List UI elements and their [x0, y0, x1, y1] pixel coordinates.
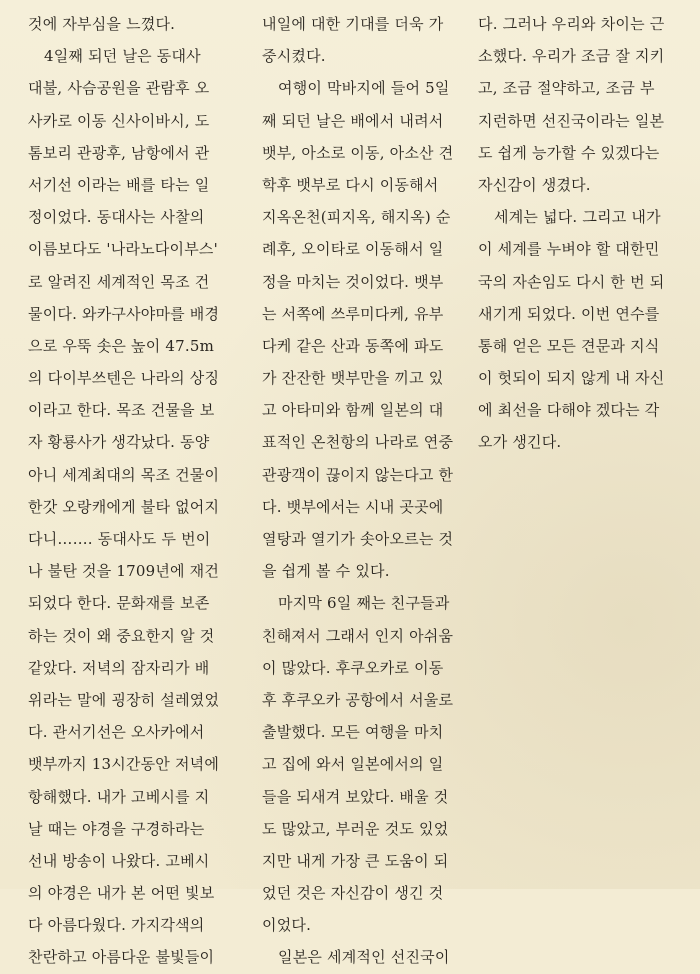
- text-line: 이었다.: [262, 916, 312, 935]
- text-line: 위라는 말에 굉장히 설레였었: [28, 690, 220, 709]
- text-line: 오가 생긴다.: [478, 433, 562, 452]
- text-line: 세계는 넓다. 그리고 내가: [494, 208, 661, 227]
- text-line: 었던 것은 자신감이 생긴 것: [262, 884, 444, 903]
- text-line: 을 쉽게 볼 수 있다.: [262, 562, 390, 581]
- text-line: 하는 것이 왜 중요한지 알 것: [28, 626, 215, 645]
- text-line: 학후 뱃부로 다시 이동해서: [262, 175, 439, 194]
- text-line: 되었다 한다. 문화재를 보존: [28, 594, 210, 613]
- text-line: 통해 얻은 모든 견문과 지식: [478, 336, 660, 355]
- text-line: 도 쉽게 능가할 수 있겠다는: [478, 143, 660, 162]
- text-line: 례후, 오이타로 이동해서 일: [262, 240, 444, 259]
- text-column-1: [28, 8, 242, 974]
- text-line: 나 불탄 것을 1709년에 재건: [28, 562, 220, 581]
- text-line: 찬란하고 아름다운 불빛들이: [28, 948, 215, 967]
- text-line: 자신감이 생겼다.: [478, 175, 591, 194]
- text-line: 다. 뱃부에서는 시내 곳곳에: [262, 497, 444, 516]
- text-line: 로 알려진 세계적인 목조 건: [28, 272, 210, 291]
- text-line: 이름보다도 '나라노다이부스': [28, 240, 218, 259]
- text-line: 한갓 오랑캐에게 불타 없어지: [28, 497, 220, 516]
- text-line: 가 잔잔한 뱃부만을 끼고 있: [262, 369, 444, 388]
- text-line: 4일째 되던 날은 동대사: [44, 47, 201, 66]
- text-line: 국의 자손임도 다시 한 번 되: [478, 272, 665, 291]
- text-line: 대불, 사슴공원을 관람후 오: [28, 79, 210, 98]
- text-line: 항해했다. 내가 고베시를 지: [28, 787, 210, 806]
- text-line: 관광객이 끊이지 않는다고 한: [262, 465, 454, 484]
- text-line: 지런하면 선진국이라는 일본: [478, 111, 665, 130]
- text-line: 다. 관서기선은 오사카에서: [28, 723, 205, 742]
- text-line: 아니 세계최대의 목조 건물이: [28, 465, 220, 484]
- text-line: 의 다이부쓰텐은 나라의 상징: [28, 369, 220, 388]
- text-line: 고, 조금 절약하고, 조금 부: [478, 79, 655, 98]
- text-line: 선내 방송이 나왔다. 고베시: [28, 851, 210, 870]
- text-line: 뱃부까지 13시간동안 저녁에: [28, 755, 220, 774]
- text-line: 내일에 대한 기대를 더욱 가: [262, 15, 444, 33]
- text-line: 마지막 6일 째는 친구들과: [278, 594, 450, 613]
- text-line: 이 많았다. 후쿠오카로 이동: [262, 658, 444, 677]
- text-line: 친해져서 그래서 인지 아쉬움: [262, 626, 454, 645]
- text-line: 출발했다. 모든 여행을 마치: [262, 723, 444, 742]
- text-line: 새기게 되었다. 이번 연수를: [478, 304, 660, 323]
- text-line: 사카로 이동 신사이바시, 도: [28, 111, 210, 130]
- text-line: 열탕과 열기가 솟아오르는 것: [262, 530, 454, 548]
- text-line: 정이었다. 동대사는 사찰의: [28, 208, 205, 227]
- text-line: 는 서쪽에 쓰루미다케, 유부: [262, 304, 444, 323]
- text-line: 이 헛되이 되지 않게 내 자신: [478, 369, 665, 388]
- text-line: 중시켰다.: [262, 47, 326, 66]
- text-line: 도 많았고, 부러운 것도 있었: [262, 819, 449, 838]
- text-line: 여행이 막바지에 들어 5일: [278, 79, 450, 98]
- text-line: 들을 되새겨 보았다. 배울 것: [262, 787, 449, 806]
- text-line: 다 아름다웠다. 가지각색의: [28, 916, 205, 935]
- text-line: 같았다. 저녁의 잠자리가 배: [28, 658, 210, 677]
- text-line: 표적인 온천항의 나라로 연중: [262, 433, 454, 452]
- text-line: 다니……. 동대사도 두 번이: [28, 530, 211, 548]
- text-line: 정을 마치는 것이었다. 뱃부: [262, 272, 444, 291]
- text-line: 다케 같은 산과 동쪽에 파도: [262, 336, 444, 355]
- text-line: 소했다. 우리가 조금 잘 지키: [478, 47, 665, 66]
- text-line: 물이다. 와카구사야마를 배경: [28, 304, 220, 323]
- text-line: 지만 내게 가장 큰 도움이 되: [262, 851, 449, 870]
- text-line: 에 최선을 다해야 겠다는 각: [478, 401, 660, 420]
- text-column-3: [478, 8, 692, 459]
- text-line: 서기선 이라는 배를 타는 일: [28, 175, 210, 194]
- text-line: 일본은 세계적인 선진국이: [278, 948, 450, 967]
- text-line: 째 되던 날은 배에서 내려서: [262, 111, 444, 130]
- text-line: 이라고 한다. 목조 건물을 보: [28, 401, 215, 420]
- text-line: 뱃부, 아소로 이동, 아소산 견: [262, 143, 454, 162]
- text-line: 이 세계를 누벼야 할 대한민: [478, 240, 660, 259]
- text-line: 고 아타미와 함께 일본의 대: [262, 401, 444, 420]
- text-line: 으로 우뚝 솟은 높이 47.5m: [28, 336, 215, 355]
- text-line: 톰보리 관광후, 남항에서 관: [28, 143, 210, 162]
- text-column-2: [262, 8, 476, 974]
- text-line: 후 후쿠오카 공항에서 서울로: [262, 690, 454, 709]
- text-line: 의 야경은 내가 본 어떤 빛보: [28, 884, 215, 903]
- text-line: 지옥온천(피지옥, 해지옥) 순: [262, 208, 451, 227]
- text-line: 고 집에 와서 일본에서의 일: [262, 755, 444, 774]
- text-line: 날 때는 야경을 구경하라는: [28, 819, 205, 838]
- text-line: 자 황룡사가 생각났다. 동양: [28, 433, 210, 452]
- text-line: 것에 자부심을 느꼈다.: [28, 15, 176, 33]
- text-line: 다. 그러나 우리와 차이는 근: [478, 15, 665, 33]
